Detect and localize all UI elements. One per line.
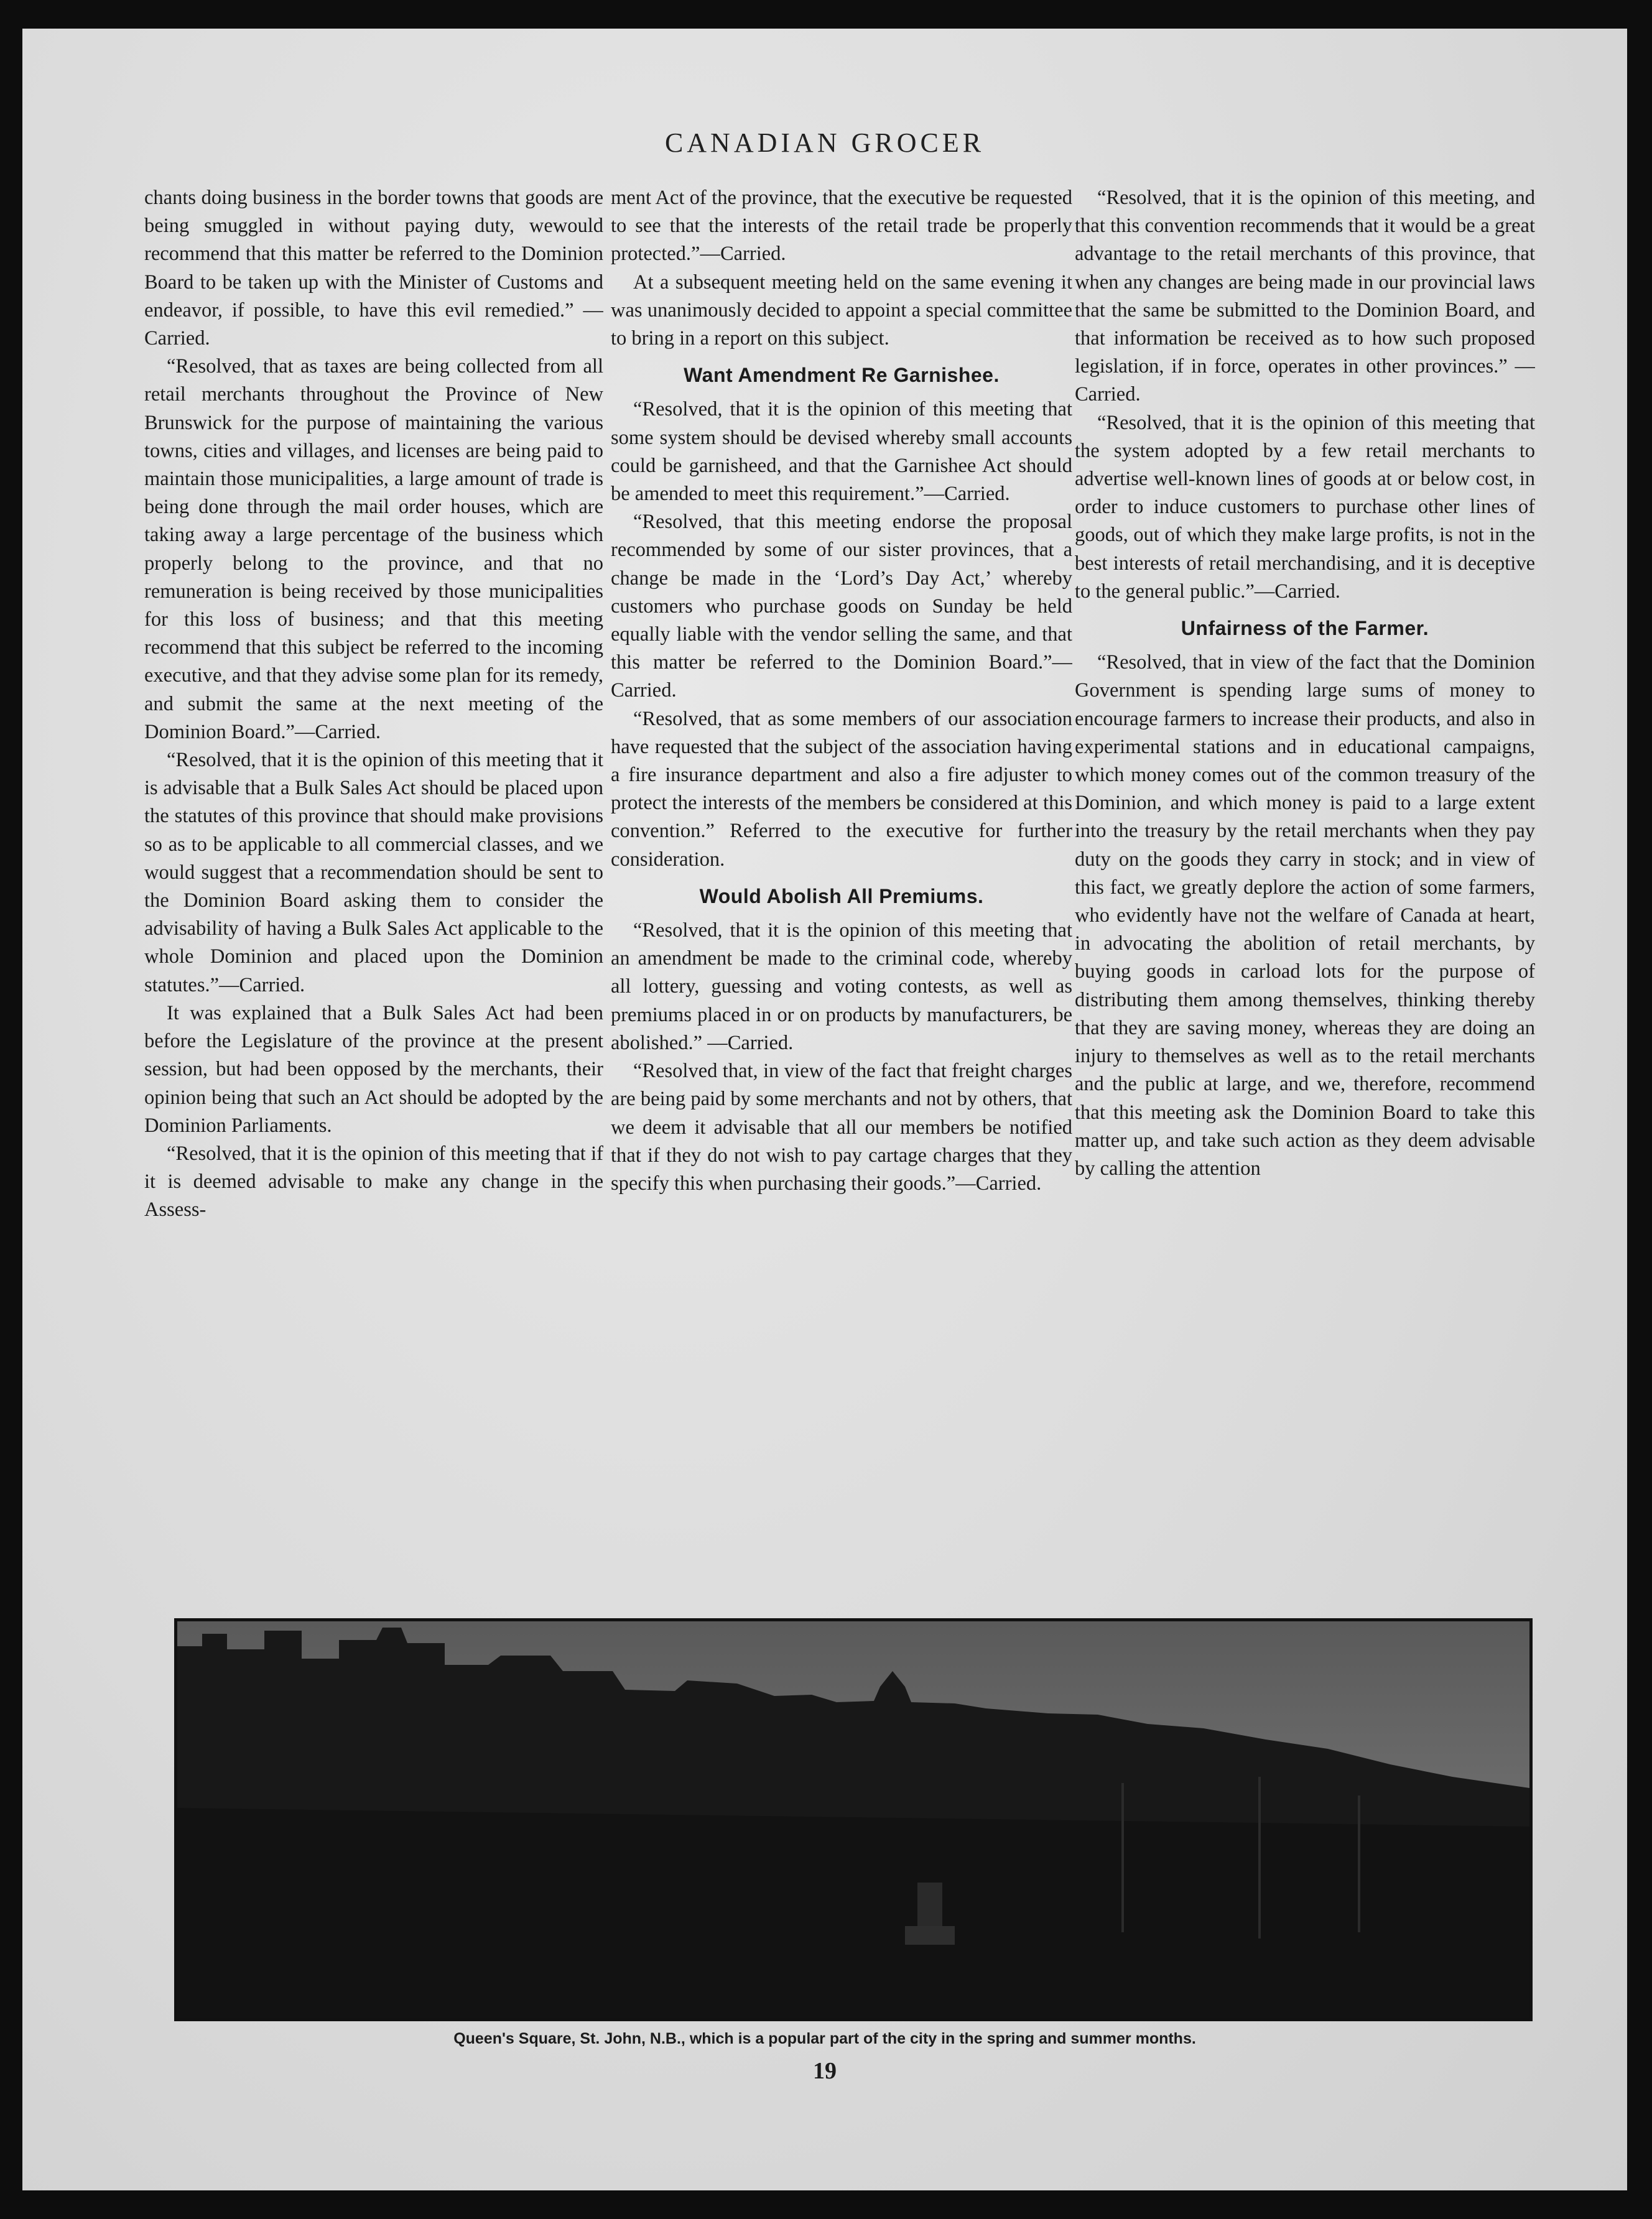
paragraph: chants doing business in the border towns that goods are being smuggled in without paying duty, wewould recommend that this matter be referred to the Dominion Board to be taken up with the Minister of Customs and endeavor, if possible, to have this evil remedied.” —Carried.	[144, 187, 603, 350]
cityscape-image	[177, 1621, 1529, 2018]
section-heading-garnishee: Want Amendment Re Garnishee.	[684, 364, 1000, 387]
text-column-1	[144, 184, 603, 1608]
text-column-2	[611, 184, 1072, 1608]
paragraph: “Resolved, that this meeting endorse the proposal recommended by some of our sister provinces, that a change be made in the ‘Lord’s Day Act,’ whereby customers who purchase goods on Sunday be held equally liable with the vendor selling the same, and that this matter be referred to the Dominion Board.”—Carried.	[611, 511, 1072, 702]
paragraph: “Resolved, that it is the opinion of this meeting that an amendment be made to the criminal code, whereby all lottery, guessing and voting contests, as well as premiums placed in or on products by manufacturers, be abolished.” —Carried.	[611, 919, 1072, 1054]
magazine-page	[22, 29, 1627, 2190]
paragraph: It was explained that a Bulk Sales Act had been before the Legislature of the province at the present session, but had been opposed by the merchants, their opinion being that such an Act should be adopted by the Dominion Parliaments.	[144, 1001, 603, 1137]
paragraph: “Resolved, that in view of the fact that the Dominion Government is spending large sums of money to encourage farmers to increase their products, and also in experimental stations and in educational campaigns, which money comes out of the common treasury of the Dominion, and which money is paid to a large extent into the treasury by the retail merchants when they pay duty on the goods they carry in stock; and in view of this fact, we greatly deplore the action of some farmers, who evidently have not the welfare of Canada at heart, in advocating the abolition of retail merchants, by buying goods in carload lots for the purpose of distributing them among themselves, thinking thereby that they are saving money, whereas they are doing an injury to themselves as well as to the retail merchants and the public at large, and we, therefore, recommend that this meeting ask the Dominion Board to take this matter up, and take such action as they deem advisable by calling the attention	[1075, 651, 1535, 1180]
section-heading-farmer: Unfairness of the Farmer.	[1181, 617, 1429, 640]
paragraph: At a subsequent meeting held on the same evening it was unanimously decided to appoint a special committee to bring in a report on this subject.	[611, 271, 1072, 350]
text-column-3	[1075, 184, 1535, 1608]
paragraph: “Resolved, that it is the opinion of this meeting that it is advisable that a Bulk Sales Act should be placed upon the statutes of this province that should make provisions so as to be applicable to all commercial classes, and we would suggest that a recommendation should be sent to the Dominion Board asking them to consider the advisability of having a Bulk Sales Act applicable to the whole Dominion and placed upon the Dominion statutes.”—Carried.	[144, 749, 603, 996]
paragraph: “Resolved, that it is the opinion of this meeting that some system should be devised whereby small accounts could be garnisheed, and that the Garnishee Act should be amended to meet this requirement.”—Carried.	[611, 398, 1072, 506]
queens-square-photo	[174, 1618, 1533, 2021]
paragraph: “Resolved that, in view of the fact that freight charges are being paid by some merchants and not by others, that we deem it advisable that all our members be notified that if they do not wish to pay cartage charges that they specify this when purchasing their goods.”—Carried.	[611, 1060, 1072, 1195]
section-heading-premiums: Would Abolish All Premiums.	[699, 884, 984, 907]
paragraph: “Resolved, that as taxes are being collected from all retail merchants throughout the Province of New Brunswick for the purpose of maintaining the various towns, cities and villages, and licenses are being paid to maintain those municipalities, a large amount of trade is being done through the mail order houses, which are taking away a large percentage of the business which properly belong to the province, and that no remuneration is being received by those municipalities for this loss of business; and that this meeting recommend that this subject be referred to the incoming executive, and that they advise some plan for its remedy, and submit the same at the next meeting of the Dominion Board.”—Carried.	[144, 355, 603, 743]
paragraph: ment Act of the province, that the executive be requested to see that the interests of the retail trade be properly protected.”—Carried.	[611, 187, 1072, 266]
paragraph: “Resolved, that it is the opinion of this meeting that the system adopted by a few retail merchants to advertise well-known lines of goods at or below cost, in order to induce customers to purchase other lines of goods, out of which they make large profits, is not in the best interests of retail merchandising, and it is deceptive to the general public.”—Carried.	[1075, 411, 1535, 603]
photo-caption: Queen's Square, St. John, N.B., which is a popular part of the city in the spring and summer months.	[453, 2030, 1196, 2047]
paragraph: “Resolved, that as some members of our association have requested that the subject of the association having a fire insurance department and also a fire adjuster to protect the interests of the members be considered at this convention.” Referred to the executive for further consideration.	[611, 707, 1072, 871]
paragraph: “Resolved, that it is the opinion of this meeting, and that this convention recommends that it would be a great advantage to the retail merchants of this province, that when any changes are being made in our provincial laws that the same be submitted to the Dominion Board, and that information be received as to how such proposed legislation, if in force, operates in other provinces.” —Carried.	[1075, 187, 1535, 406]
page-number: 19	[813, 2058, 837, 2084]
paragraph: “Resolved, that it is the opinion of this meeting that if it is deemed advisable to make any change in the Assess-	[144, 1142, 603, 1221]
page-header: CANADIAN GROCER	[664, 127, 985, 158]
